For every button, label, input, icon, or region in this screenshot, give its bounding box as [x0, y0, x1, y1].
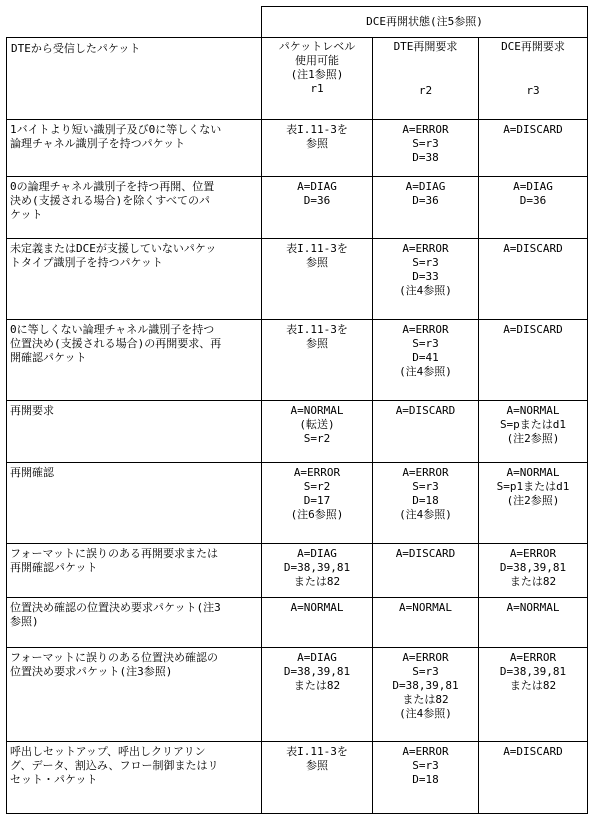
dce-restart-state-header: DCE再開状態(注5参照) [262, 7, 588, 38]
cell-line: 再開要求 [10, 404, 54, 417]
cell-line: 決め(支援される場合)を除くすべてのパ [10, 194, 211, 207]
cell-line: S=p1またはd1 [496, 480, 570, 493]
cell-line: 0の論理チャネル識別子を持つ再開、位置 [10, 180, 215, 193]
cell-line: S=r3 [412, 337, 439, 350]
cell-line: 再開確認パケット [10, 561, 98, 574]
action-cell-r1 [262, 544, 373, 598]
column-header-row [7, 38, 588, 120]
cell-line: (注6参照) [290, 508, 344, 521]
cell-line: A=ERROR [402, 745, 449, 758]
cell-line: A=DIAG [297, 651, 337, 664]
cell-line: 参照 [306, 256, 328, 269]
packet-type-cell [7, 401, 262, 463]
cell-line: 未定義またはDCEが支援していないパケッ [10, 242, 217, 255]
cell-line: A=ERROR [509, 547, 557, 560]
cell-line: A=NORMAL [506, 466, 560, 479]
table-row [7, 239, 588, 320]
cell-line: (注4参照) [399, 707, 452, 720]
action-cell-r1 [262, 598, 373, 648]
cell-line: (注2参照) [506, 494, 560, 507]
blank-corner-cell [7, 7, 262, 38]
cell-line: A=ERROR [509, 651, 557, 664]
cell-line: S=r2 [303, 480, 331, 493]
table-row [7, 401, 588, 463]
cell-line: フォーマットに誤りのある再開要求または [10, 547, 219, 560]
table-row [7, 320, 588, 401]
action-cell-r1 [262, 463, 373, 544]
column-header-code: r1 [310, 82, 324, 95]
action-cell-r2 [373, 648, 479, 742]
cell-line: または82 [293, 575, 341, 588]
packet-type-cell [7, 177, 262, 239]
cell-line: 参照 [306, 759, 328, 772]
packet-type-cell [7, 598, 262, 648]
cell-line: D=38,39,81 [499, 561, 567, 574]
action-cell-r3 [479, 648, 588, 742]
cell-line: D=38 [412, 151, 439, 164]
cell-line: 呼出しセットアップ、呼出しクリアリン [10, 745, 206, 758]
cell-line: A=NORMAL [290, 404, 344, 417]
cell-line: (注4参照) [399, 508, 452, 521]
action-cell-r1 [262, 401, 373, 463]
cell-line: A=DISCARD [503, 123, 563, 136]
cell-line: 再開確認 [10, 466, 54, 479]
action-cell-r1 [262, 120, 373, 177]
cell-line: または82 [509, 679, 557, 692]
cell-line: A=DIAG [297, 180, 337, 193]
table-row [7, 598, 588, 648]
cell-line: フォーマットに誤りのある位置決め確認の [10, 651, 219, 664]
cell-line: D=36 [519, 194, 547, 207]
column-header-code: r2 [418, 84, 433, 97]
cell-line: D=36 [303, 194, 331, 207]
column-header-line: パケットレベル [278, 40, 356, 53]
cell-line: S=r3 [412, 137, 439, 150]
cell-line: 表I.11-3を [286, 123, 348, 136]
cell-line: または82 [509, 575, 557, 588]
cell-line: A=ERROR [402, 242, 449, 255]
cell-line: S=r3 [412, 480, 439, 493]
action-cell-r3 [479, 177, 588, 239]
cell-line: A=DISCARD [503, 323, 563, 336]
cell-line: 表I.11-3を [286, 323, 348, 336]
cell-line: S=r3 [412, 665, 439, 678]
cell-line: 位置決め(支援される場合)の再開要求、再 [10, 337, 222, 350]
packet-type-cell [7, 544, 262, 598]
action-cell-r3 [479, 239, 588, 320]
action-cell-r3 [479, 742, 588, 814]
action-cell-r1 [262, 648, 373, 742]
cell-line: A=DISCARD [503, 242, 563, 255]
cell-line: または82 [293, 679, 341, 692]
cell-line: 位置決め要求パケット(注3参照) [10, 665, 173, 678]
column-header-r3 [479, 38, 588, 120]
packet-type-cell [7, 320, 262, 401]
cell-line: ケット [10, 208, 43, 221]
action-cell-r3 [479, 120, 588, 177]
cell-line: A=DISCARD [395, 404, 456, 417]
action-cell-r2 [373, 401, 479, 463]
cell-line: S=r3 [412, 256, 439, 269]
table-row [7, 648, 588, 742]
action-cell-r2 [373, 544, 479, 598]
column-header-r1 [262, 38, 373, 120]
cell-line: D=38,39,81 [283, 561, 351, 574]
cell-line: 参照) [10, 615, 39, 628]
packet-type-cell [7, 120, 262, 177]
cell-line: A=DISCARD [503, 745, 563, 758]
received-packet-header: DTEから受信したパケット [7, 38, 262, 120]
cell-line: A=ERROR [402, 323, 449, 336]
table-row [7, 463, 588, 544]
action-cell-r1 [262, 742, 373, 814]
cell-line: S=r3 [412, 759, 439, 772]
restart-state-table [6, 6, 588, 814]
cell-line: 参照 [306, 337, 328, 350]
state-header-row [7, 7, 588, 38]
packet-type-cell [7, 239, 262, 320]
restart-state-table-container [6, 6, 588, 814]
cell-line: または82 [402, 693, 449, 706]
cell-line: A=DIAG [297, 547, 337, 560]
cell-line: 論理チャネル識別子を持つパケット [10, 137, 186, 150]
action-cell-r2 [373, 742, 479, 814]
cell-line: 表I.11-3を [286, 745, 348, 758]
cell-line: D=38,39,81 [283, 665, 351, 678]
cell-line: (注4参照) [399, 284, 452, 297]
action-cell-r1 [262, 239, 373, 320]
cell-line: A=NORMAL [290, 601, 344, 614]
cell-line: 1バイトより短い識別子及び0に等しくない [10, 123, 222, 136]
cell-line: A=ERROR [293, 466, 341, 479]
action-cell-r3 [479, 463, 588, 544]
cell-line: セット・パケット [10, 773, 98, 786]
column-header-line: DTE再開要求 [393, 40, 458, 53]
cell-line: A=ERROR [402, 466, 449, 479]
action-cell-r2 [373, 239, 479, 320]
cell-line: A=NORMAL [506, 601, 560, 614]
cell-line: S=r2 [303, 432, 331, 445]
cell-line: D=18 [412, 494, 439, 507]
cell-line: 0に等しくない論理チャネル識別子を持つ [10, 323, 215, 336]
packet-type-cell [7, 648, 262, 742]
action-cell-r2 [373, 598, 479, 648]
cell-line: A=NORMAL [399, 601, 452, 614]
packet-type-cell [7, 463, 262, 544]
cell-line: (注4参照) [399, 365, 452, 378]
action-cell-r1 [262, 177, 373, 239]
cell-line: (注2参照) [506, 432, 560, 445]
table-row [7, 742, 588, 814]
column-header-r2 [373, 38, 479, 120]
table-row [7, 120, 588, 177]
table-row [7, 544, 588, 598]
table-row [7, 177, 588, 239]
cell-line: 表I.11-3を [286, 242, 348, 255]
cell-line: A=DISCARD [395, 547, 456, 560]
cell-line: グ、データ、割込み、フロー制御またはリ [10, 759, 219, 772]
cell-line: D=33 [412, 270, 439, 283]
cell-line: 開確認パケット [10, 351, 87, 364]
column-header-line: 使用可能 [295, 54, 339, 67]
action-cell-r3 [479, 401, 588, 463]
column-header-code: r3 [526, 84, 540, 97]
action-cell-r3 [479, 544, 588, 598]
cell-line: 参照 [306, 137, 328, 150]
packet-type-cell [7, 742, 262, 814]
action-cell-r3 [479, 320, 588, 401]
cell-line: A=DIAG [513, 180, 553, 193]
cell-line: D=41 [412, 351, 439, 364]
column-header-line: (注1参照) [290, 68, 344, 81]
cell-line: D=18 [412, 773, 439, 786]
cell-line: (転送) [299, 418, 335, 431]
action-cell-r2 [373, 463, 479, 544]
cell-line: A=ERROR [402, 123, 449, 136]
cell-line: A=NORMAL [506, 404, 560, 417]
cell-line: S=pまたはd1 [499, 418, 567, 431]
cell-line: A=ERROR [402, 651, 449, 664]
action-cell-r2 [373, 120, 479, 177]
cell-line: D=38,39,81 [499, 665, 567, 678]
action-cell-r1 [262, 320, 373, 401]
action-cell-r3 [479, 598, 588, 648]
action-cell-r2 [373, 177, 479, 239]
action-cell-r2 [373, 320, 479, 401]
cell-line: D=17 [303, 494, 331, 507]
cell-line: D=38,39,81 [392, 679, 459, 692]
cell-line: 位置決め確認の位置決め要求パケット(注3 [10, 601, 221, 614]
column-header-line: DCE再開要求 [501, 40, 565, 53]
cell-line: トタイプ識別子を持つパケット [10, 256, 163, 269]
cell-line: D=36 [412, 194, 439, 207]
cell-line: A=DIAG [405, 180, 446, 193]
